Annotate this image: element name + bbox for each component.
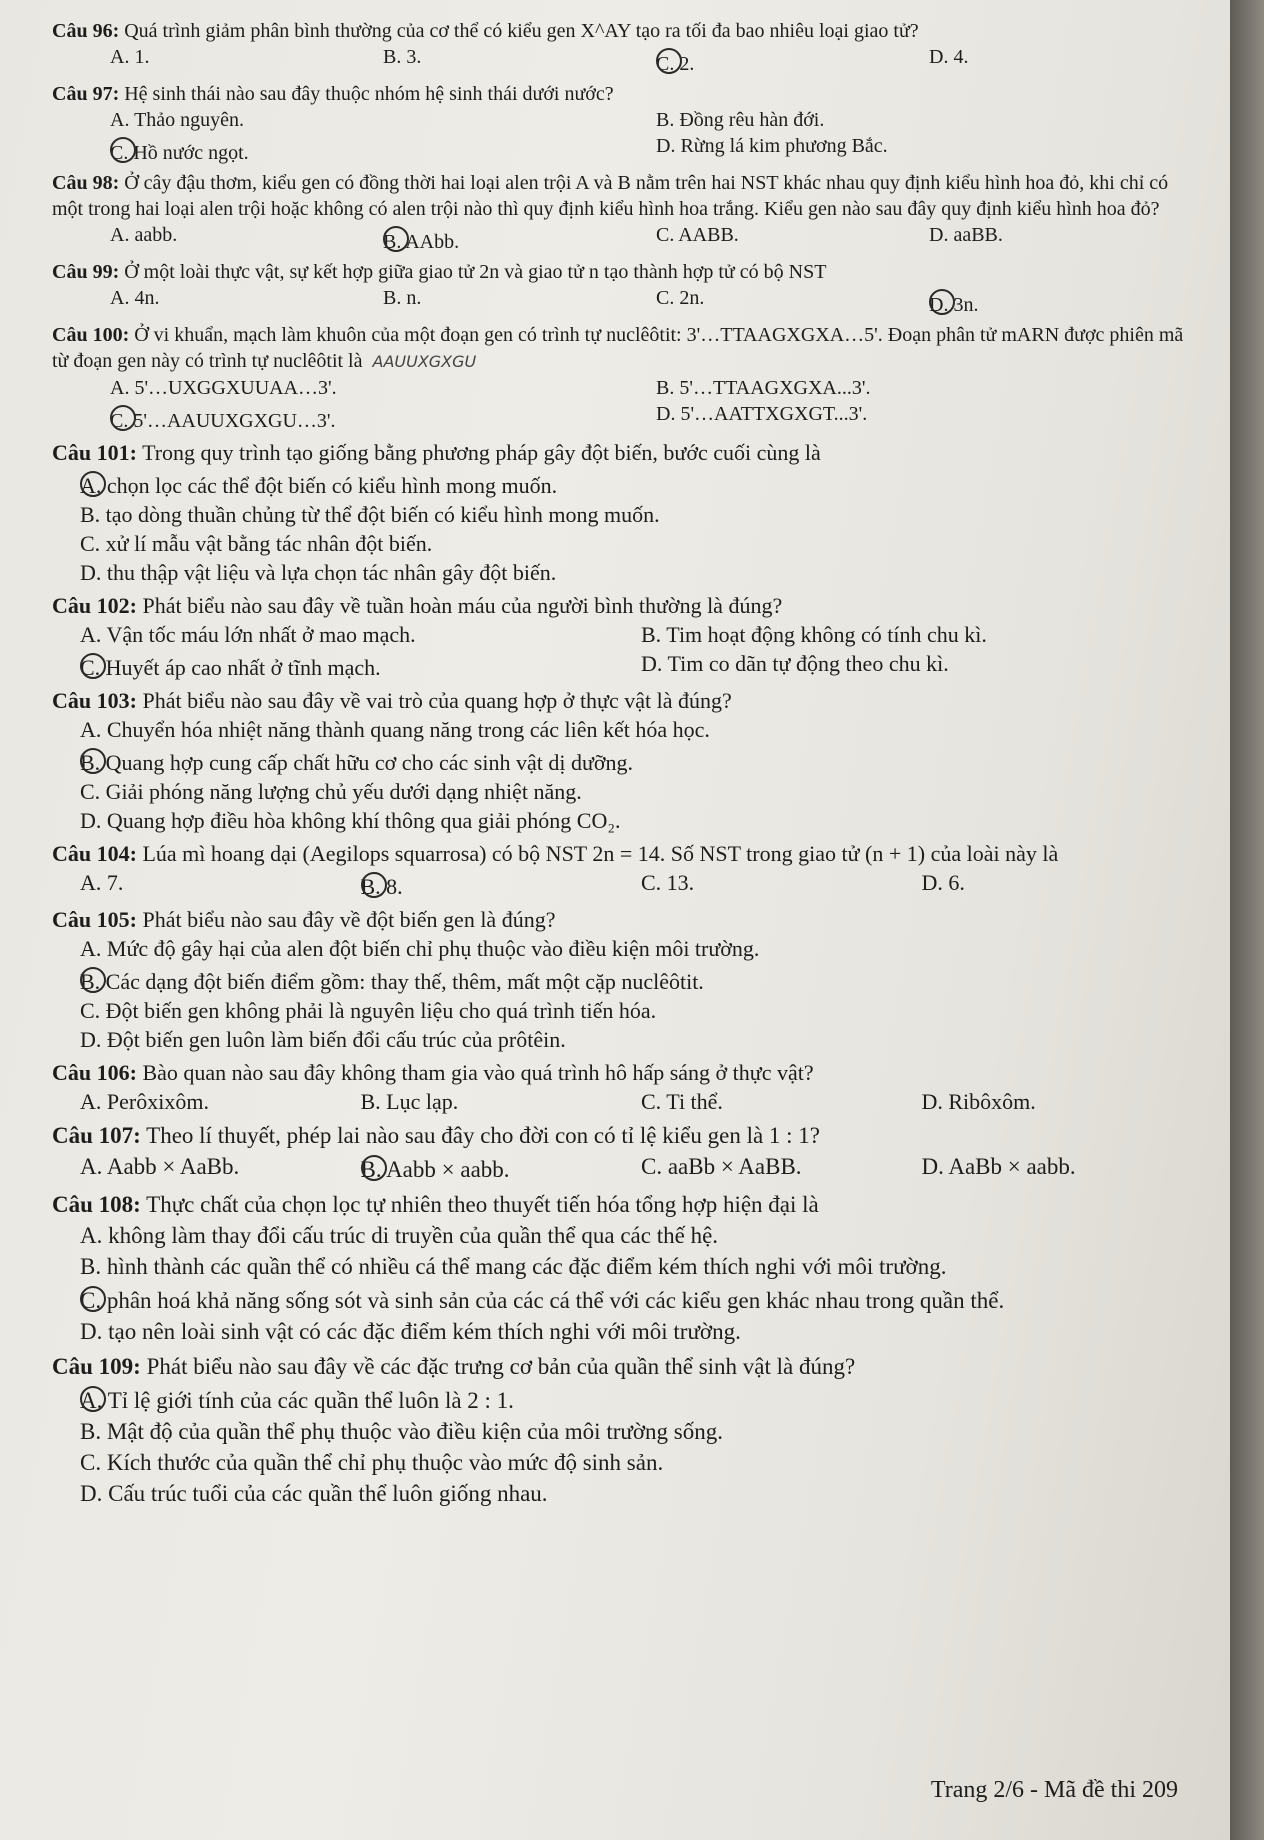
option-a: A. 4n. (110, 287, 160, 309)
option-b: B. 5'…TTAAGXGXA...3'. (656, 377, 871, 399)
option-a: A. Perôxixôm. (80, 1089, 209, 1114)
question-stem: Ở một loài thực vật, sự kết hợp giữa giao tử 2n và giao tử n tạo thành hợp tử có bộ NST (124, 261, 827, 283)
question-stem: Ở vi khuẩn, mạch làm khuôn của một đoạn gen có trình tự nuclêôtit: 3'…TTAAGXGXA…5'. Đoạn phân tử mARN được phiên mã từ đoạn gen này có trình tự nuclêôtit là (52, 324, 1184, 372)
option-c: C. phân hoá khả năng sống sót và sinh sản của các cá thể với các kiểu gen khác nhau trong quần thể. (80, 1288, 1005, 1313)
option-b: B. 3. (383, 46, 422, 68)
options (52, 1087, 1202, 1116)
option-a: A. Tỉ lệ giới tính của các quần thể luôn là 2 : 1. (80, 1388, 514, 1413)
option-c: C. Hồ nước ngọt. (110, 133, 656, 166)
question-stem: Thực chất của chọn lọc tự nhiên theo thuyết tiến hóa tổng hợp hiện đại là (146, 1192, 819, 1217)
question-number: Câu 103: (52, 688, 137, 713)
handwritten-circle-mark (110, 137, 136, 163)
option-b: B. Các dạng đột biến điểm gồm: thay thế, thêm, mất một cặp nuclêôtit. (80, 969, 704, 994)
option-b: B. Đồng rêu hàn đới. (656, 109, 825, 131)
option-a: A. chọn lọc các thể đột biến có kiểu hình mong muốn. (80, 473, 558, 498)
options (52, 1151, 1202, 1185)
question-number: Câu 108: (52, 1192, 141, 1217)
options (52, 285, 1202, 318)
handwritten-circle-mark (361, 1155, 387, 1181)
option-c: C. 2. (656, 44, 929, 77)
question-list (52, 18, 1202, 1513)
question-number: Câu 105: (52, 907, 137, 932)
handwritten-circle-mark (80, 653, 106, 679)
options (52, 1382, 1202, 1509)
option-d: D. 5'…AATTXGXGT...3'. (656, 403, 868, 425)
option-b: B. hình thành các quần thể có nhiều cá thể mang các đặc điểm kém thích nghi với môi trường. (80, 1254, 947, 1279)
question-stem: Phát biểu nào sau đây về vai trò của quang hợp ở thực vật là đúng? (142, 688, 732, 713)
handwritten-circle-mark (656, 48, 682, 74)
handwritten-circle-mark (80, 1286, 106, 1312)
question-number: Câu 99: (52, 261, 120, 283)
option-a: A. Mức độ gây hại của alen đột biến chỉ phụ thuộc vào điều kiện môi trường. (80, 936, 760, 961)
question-102 (52, 591, 1202, 682)
question-stem: Phát biểu nào sau đây về các đặc trưng cơ bản của quần thể sinh vật là đúng? (146, 1354, 856, 1379)
option-b: B. Lục lạp. (360, 1089, 459, 1114)
options (52, 375, 1202, 434)
question-stem: Quá trình giảm phân bình thường của cơ thể có kiểu gen X^AY tạo ra tối đa bao nhiêu loại giao tử? (124, 20, 919, 42)
question-number: Câu 104: (52, 841, 137, 866)
option-a: A. 1. (110, 46, 150, 68)
option-a: A. Thảo nguyên. (110, 109, 245, 131)
question-stem: Bào quan nào sau đây không tham gia vào quá trình hô hấp sáng ở thực vật? (142, 1060, 814, 1085)
option-c: C. aaBb × AaBB. (641, 1154, 802, 1179)
question-number: Câu 107: (52, 1123, 141, 1148)
question-109 (52, 1351, 1202, 1509)
option-a: A. Vận tốc máu lớn nhất ở mao mạch. (80, 622, 416, 647)
option-d: D. Rừng lá kim phương Bắc. (656, 135, 888, 157)
options (52, 934, 1202, 1054)
option-c: C. Đột biến gen không phải là nguyên liệu cho quá trình tiến hóa. (80, 998, 657, 1023)
option-d: D. 6. (921, 870, 965, 895)
option-d: D. Quang hợp điều hòa không khí thông qua giải phóng CO₂. (80, 808, 621, 833)
option-c: C. Huyết áp cao nhất ở tĩnh mạch. (80, 655, 381, 680)
option-c: C. xử lí mẫu vật bằng tác nhân đột biến. (80, 531, 433, 556)
question-number: Câu 98: (52, 172, 120, 194)
question-98 (52, 170, 1202, 255)
option-c: C. 2n. (656, 287, 705, 309)
question-100 (52, 322, 1202, 434)
option-a: A. Chuyển hóa nhiệt năng thành quang năng trong các liên kết hóa học. (80, 717, 710, 742)
option-d: D. aaBB. (929, 224, 1003, 246)
question-stem: Phát biểu nào sau đây về đột biến gen là đúng? (142, 907, 556, 932)
paper-edge-shadow (1230, 0, 1264, 1840)
question-stem: Phát biểu nào sau đây về tuần hoàn máu của người bình thường là đúng? (142, 593, 783, 618)
question-101 (52, 438, 1202, 587)
question-108 (52, 1189, 1202, 1347)
options (52, 868, 1202, 901)
question-number: Câu 106: (52, 1060, 137, 1085)
handwritten-circle-mark (80, 471, 106, 497)
question-number: Câu 101: (52, 440, 137, 465)
question-stem: Ở cây đậu thơm, kiểu gen có đồng thời hai loại alen trội A và B nằm trên hai NST khác nhau quy định kiểu hình hoa đỏ, khi chỉ có một trong hai loại alen trội hoặc không có alen trội nào thì quy định kiểu hình hoa trắng. Kiểu gen nào sau đây quy định kiểu hình hoa đỏ? (52, 172, 1169, 220)
option-a: A. 7. (80, 870, 124, 895)
option-d: D. Ribôxôm. (921, 1089, 1036, 1114)
option-b: B. AAbb. (383, 222, 656, 255)
question-number: Câu 96: (52, 20, 120, 42)
question-105 (52, 905, 1202, 1054)
option-b: B. Aabb × aabb. (360, 1157, 510, 1182)
option-b: B. Mật độ của quần thể phụ thuộc vào điều kiện của môi trường sống. (80, 1419, 723, 1444)
option-a: A. 5'…UXGGXUUAA…3'. (110, 377, 337, 399)
option-a: A. aabb. (110, 224, 178, 246)
option-b: B. tạo dòng thuần chủng từ thể đột biến có kiểu hình mong muốn. (80, 502, 660, 527)
option-b: B. 8. (360, 874, 403, 899)
question-106 (52, 1058, 1202, 1116)
question-number: Câu 109: (52, 1354, 141, 1379)
option-c: C. Giải phóng năng lượng chủ yếu dưới dạng nhiệt năng. (80, 779, 582, 804)
options (52, 467, 1202, 587)
option-c: C. Ti thể. (641, 1089, 723, 1114)
options (52, 1220, 1202, 1347)
options (52, 222, 1202, 255)
option-b: B. Quang hợp cung cấp chất hữu cơ cho các sinh vật dị dưỡng. (80, 750, 633, 775)
option-c: C. AABB. (656, 224, 739, 246)
question-number: Câu 97: (52, 83, 120, 105)
question-97 (52, 81, 1202, 166)
option-d: D. Tim co dãn tự động theo chu kì. (641, 651, 949, 676)
question-104 (52, 839, 1202, 901)
handwritten-circle-mark (80, 748, 106, 774)
handwritten-circle-mark (361, 872, 387, 898)
option-d: D. AaBb × aabb. (921, 1154, 1076, 1179)
option-a: A. Aabb × AaBb. (80, 1154, 240, 1179)
question-107 (52, 1120, 1202, 1185)
option-b: B. n. (383, 287, 422, 309)
option-a: A. không làm thay đổi cấu trúc di truyền của quần thể qua các thế hệ. (80, 1223, 719, 1248)
option-c: C. 5'…AAUUXGXGU…3'. (110, 401, 656, 434)
question-stem: Trong quy trình tạo giống bằng phương pháp gây đột biến, bước cuối cùng là (142, 440, 821, 465)
options (52, 107, 1202, 166)
option-d: D. thu thập vật liệu và lựa chọn tác nhân gây đột biến. (80, 560, 557, 585)
option-d: D. Cấu trúc tuổi của các quần thể luôn giống nhau. (80, 1481, 548, 1506)
page-footer: Trang 2/6 - Mã đề thi 209 (930, 1777, 1178, 1803)
option-d: D. tạo nên loài sinh vật có các đặc điểm kém thích nghi với môi trường. (80, 1319, 741, 1344)
question-number: Câu 102: (52, 593, 137, 618)
option-d: D. Đột biến gen luôn làm biến đổi cấu trúc của prôtêin. (80, 1027, 566, 1052)
handwritten-circle-mark (80, 1386, 106, 1412)
handwritten-circle-mark (80, 967, 106, 993)
handwritten-note: AAUUXGXGU (372, 352, 477, 371)
question-99 (52, 259, 1202, 318)
handwritten-circle-mark (383, 226, 409, 252)
options (52, 620, 1202, 682)
handwritten-circle-mark (929, 289, 955, 315)
handwritten-circle-mark (110, 405, 136, 431)
question-103 (52, 686, 1202, 835)
question-number: Câu 100: (52, 324, 130, 346)
option-c: C. Kích thước của quần thể chỉ phụ thuộc vào mức độ sinh sản. (80, 1450, 664, 1475)
question-96 (52, 18, 1202, 77)
options (52, 44, 1202, 77)
option-c: C. 13. (641, 870, 695, 895)
option-b: B. Tim hoạt động không có tính chu kì. (641, 622, 987, 647)
question-stem: Theo lí thuyết, phép lai nào sau đây cho đời con có tỉ lệ kiểu gen là 1 : 1? (146, 1123, 821, 1148)
question-stem: Hệ sinh thái nào sau đây thuộc nhóm hệ sinh thái dưới nước? (124, 83, 614, 105)
option-d: D. 4. (929, 46, 969, 68)
question-stem: Lúa mì hoang dại (Aegilops squarrosa) có bộ NST 2n = 14. Số NST trong giao tử (n + 1) của loài này là (142, 841, 1059, 866)
option-d: D. 3n. (929, 285, 1202, 318)
options (52, 715, 1202, 835)
